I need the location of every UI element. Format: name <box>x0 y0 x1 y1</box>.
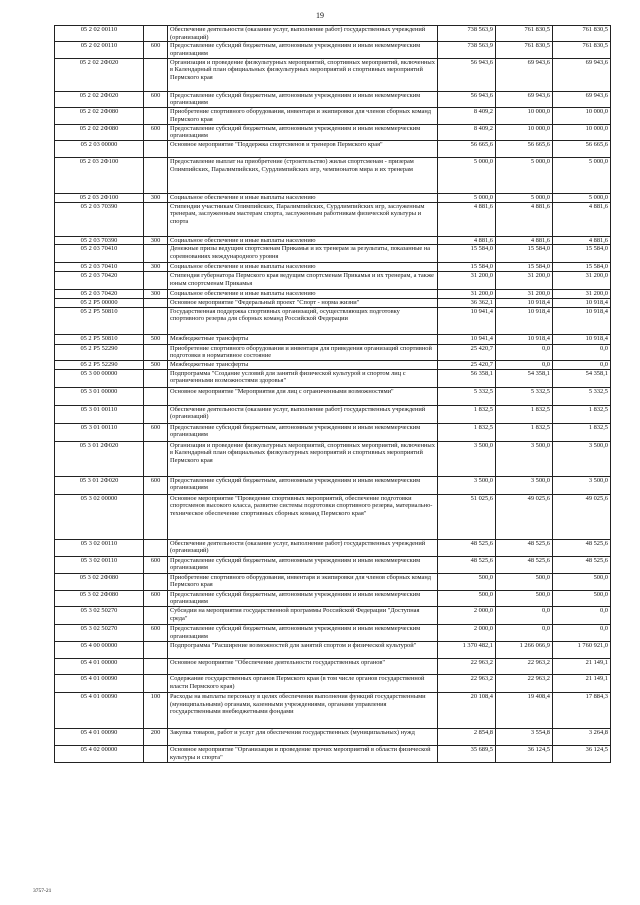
target-article-code: 05 3 01 2Ф020 <box>55 441 144 476</box>
amount-year-3: 54 358,1 <box>553 369 611 387</box>
amount-year-3: 1 832,5 <box>553 405 611 423</box>
amount-year-3: 10 918,4 <box>553 298 611 307</box>
target-article-code: 05 2 02 2Ф020 <box>55 91 144 107</box>
amount-year-1: 48 525,6 <box>438 556 496 573</box>
target-article-code: 05 4 01 00090 <box>55 729 144 746</box>
amount-year-2: 15 584,0 <box>496 263 553 272</box>
amount-year-3: 0,0 <box>553 607 611 625</box>
amount-year-3: 15 584,0 <box>553 263 611 272</box>
amount-year-3: 4 881,6 <box>553 202 611 236</box>
expense-description: Организация и проведение физкультурных мероприятий, спортивных мероприятий, включенных в Календарный план официальных физкультурных мероприятий и спортивных мероприятий Пермского края <box>168 441 438 476</box>
expense-type-code <box>144 298 168 307</box>
target-article-code: 05 3 02 00000 <box>55 494 144 539</box>
expense-description: Социальное обеспечение и иные выплаты населению <box>168 236 438 245</box>
amount-year-1: 1 832,5 <box>438 405 496 423</box>
table-row <box>55 729 611 746</box>
amount-year-1: 48 525,6 <box>438 539 496 556</box>
target-article-code: 05 3 02 00110 <box>55 556 144 573</box>
table-row <box>55 344 611 360</box>
amount-year-1: 8 409,2 <box>438 108 496 124</box>
table-row <box>55 271 611 289</box>
table-row <box>55 307 611 334</box>
target-article-code: 05 2 02 2Ф080 <box>55 108 144 124</box>
target-article-code: 05 3 02 2Ф080 <box>55 573 144 590</box>
amount-year-3: 1 832,5 <box>553 423 611 441</box>
table-row <box>55 625 611 642</box>
budget-table-body <box>55 26 611 763</box>
expense-type-code <box>144 642 168 659</box>
expense-description: Приобретение спортивного оборудования и инвентаря для приведения организаций спортивной подготовки в нормативное состояние <box>168 344 438 360</box>
amount-year-2: 22 963,2 <box>496 659 553 675</box>
amount-year-1: 25 420,7 <box>438 361 496 370</box>
target-article-code: 05 4 01 00090 <box>55 693 144 729</box>
table-row <box>55 108 611 124</box>
expense-description: Социальное обеспечение и иные выплаты населению <box>168 193 438 202</box>
table-row <box>55 476 611 494</box>
amount-year-2: 15 584,0 <box>496 245 553 263</box>
expense-type-code: 300 <box>144 289 168 298</box>
target-article-code: 05 2 Р5 52290 <box>55 361 144 370</box>
target-article-code: 05 2 02 2Ф020 <box>55 58 144 91</box>
amount-year-1: 31 200,0 <box>438 289 496 298</box>
target-article-code: 05 2 03 70420 <box>55 271 144 289</box>
expense-type-code: 100 <box>144 693 168 729</box>
amount-year-2: 1 832,5 <box>496 405 553 423</box>
amount-year-1: 2 000,0 <box>438 607 496 625</box>
table-row <box>55 361 611 370</box>
amount-year-1: 35 689,5 <box>438 746 496 763</box>
expense-description: Обеспечение деятельности (оказание услуг, выполнение работ) государственных учреждений (организаций) <box>168 405 438 423</box>
amount-year-2: 54 358,1 <box>496 369 553 387</box>
amount-year-2: 69 943,6 <box>496 58 553 91</box>
amount-year-2: 761 830,5 <box>496 42 553 58</box>
amount-year-3: 31 200,0 <box>553 289 611 298</box>
target-article-code: 05 4 02 00000 <box>55 746 144 763</box>
expense-description: Обеспечение деятельности (оказание услуг, выполнение работ) государственных учреждений (организаций) <box>168 539 438 556</box>
amount-year-1: 4 881,6 <box>438 236 496 245</box>
amount-year-3: 0,0 <box>553 361 611 370</box>
amount-year-3: 21 149,1 <box>553 659 611 675</box>
expense-type-code: 600 <box>144 590 168 606</box>
expense-description: Государственная поддержка спортивных организаций, осуществляющих подготовку спортивного резерва для сборных команд Российской Федерации <box>168 307 438 334</box>
expense-type-code: 500 <box>144 334 168 344</box>
amount-year-3: 48 525,6 <box>553 556 611 573</box>
amount-year-2: 31 200,0 <box>496 289 553 298</box>
target-article-code: 05 2 03 70410 <box>55 263 144 272</box>
amount-year-3: 5 332,5 <box>553 387 611 405</box>
amount-year-1: 15 584,0 <box>438 245 496 263</box>
table-row <box>55 202 611 236</box>
target-article-code: 05 2 03 70420 <box>55 289 144 298</box>
expense-type-code: 300 <box>144 263 168 272</box>
table-row <box>55 405 611 423</box>
table-row <box>55 387 611 405</box>
target-article-code: 05 2 02 00110 <box>55 42 144 58</box>
target-article-code: 05 2 Р5 50810 <box>55 307 144 334</box>
footer-document-code: 3757-21 <box>33 888 52 894</box>
amount-year-3: 761 830,5 <box>553 26 611 42</box>
amount-year-3: 500,0 <box>553 573 611 590</box>
table-row <box>55 423 611 441</box>
table-row <box>55 693 611 729</box>
amount-year-2: 19 408,4 <box>496 693 553 729</box>
expense-description: Межбюджетные трансферты <box>168 361 438 370</box>
table-row <box>55 124 611 140</box>
amount-year-1: 10 941,4 <box>438 334 496 344</box>
amount-year-1: 56 943,6 <box>438 58 496 91</box>
expense-type-code: 600 <box>144 423 168 441</box>
expense-type-code <box>144 746 168 763</box>
target-article-code: 05 2 03 2Ф100 <box>55 193 144 202</box>
target-article-code: 05 4 00 00000 <box>55 642 144 659</box>
amount-year-3: 10 000,0 <box>553 124 611 140</box>
amount-year-3: 1 760 921,0 <box>553 642 611 659</box>
amount-year-1: 5 000,0 <box>438 157 496 193</box>
table-row <box>55 590 611 606</box>
amount-year-3: 3 500,0 <box>553 476 611 494</box>
expense-description: Стипендии участникам Олимпийских, Паралимпийских, Сурдлимпийских игр, заслуженным тренерам, заслуженным мастерам спорта, заслуженным работникам физической культуры и спорта <box>168 202 438 236</box>
expense-type-code <box>144 245 168 263</box>
expense-description: Основное мероприятие "Организация и проведение прочих мероприятий в области физической культуры и спорта" <box>168 746 438 763</box>
expense-type-code: 600 <box>144 476 168 494</box>
amount-year-1: 25 420,7 <box>438 344 496 360</box>
expense-type-code <box>144 405 168 423</box>
amount-year-2: 56 665,6 <box>496 140 553 157</box>
expense-description: Обеспечение деятельности (оказание услуг, выполнение работ) государственных учреждений (организаций) <box>168 26 438 42</box>
table-row <box>55 91 611 107</box>
amount-year-2: 10 918,4 <box>496 334 553 344</box>
target-article-code: 05 2 03 70410 <box>55 245 144 263</box>
expense-description: Содержание государственных органов Пермского края (в том числе органов государственной власти Пермского края) <box>168 675 438 693</box>
amount-year-1: 2 000,0 <box>438 625 496 642</box>
amount-year-2: 3 500,0 <box>496 476 553 494</box>
table-row <box>55 140 611 157</box>
amount-year-2: 500,0 <box>496 590 553 606</box>
expense-type-code <box>144 157 168 193</box>
amount-year-3: 48 525,6 <box>553 539 611 556</box>
amount-year-3: 4 881,6 <box>553 236 611 245</box>
amount-year-2: 0,0 <box>496 361 553 370</box>
amount-year-3: 15 584,0 <box>553 245 611 263</box>
expense-description: Предоставление субсидий бюджетным, автономным учреждениям и иным некоммерческим организациям <box>168 42 438 58</box>
amount-year-2: 0,0 <box>496 607 553 625</box>
target-article-code: 05 2 02 00110 <box>55 26 144 42</box>
amount-year-3: 69 943,6 <box>553 58 611 91</box>
amount-year-2: 10 000,0 <box>496 124 553 140</box>
table-row <box>55 193 611 202</box>
amount-year-2: 49 025,6 <box>496 494 553 539</box>
amount-year-1: 2 854,8 <box>438 729 496 746</box>
amount-year-1: 5 332,5 <box>438 387 496 405</box>
table-row <box>55 58 611 91</box>
expense-description: Подпрограмма "Расширение возможностей для занятий спортом и физической культурой" <box>168 642 438 659</box>
expense-description: Предоставление субсидий бюджетным, автономным учреждениям и иным некоммерческим организациям <box>168 124 438 140</box>
amount-year-3: 0,0 <box>553 344 611 360</box>
amount-year-1: 500,0 <box>438 590 496 606</box>
amount-year-3: 0,0 <box>553 625 611 642</box>
budget-table <box>54 25 611 763</box>
expense-type-code: 600 <box>144 625 168 642</box>
expense-description: Предоставление субсидий бюджетным, автономным учреждениям и иным некоммерческим организациям <box>168 91 438 107</box>
target-article-code: 05 4 01 00090 <box>55 675 144 693</box>
amount-year-3: 31 200,0 <box>553 271 611 289</box>
expense-type-code <box>144 202 168 236</box>
amount-year-2: 10 918,4 <box>496 298 553 307</box>
amount-year-1: 22 963,2 <box>438 659 496 675</box>
target-article-code: 05 3 02 00110 <box>55 539 144 556</box>
amount-year-2: 48 525,6 <box>496 556 553 573</box>
amount-year-1: 22 963,2 <box>438 675 496 693</box>
expense-type-code <box>144 607 168 625</box>
amount-year-2: 36 124,5 <box>496 746 553 763</box>
target-article-code: 05 3 01 00000 <box>55 387 144 405</box>
amount-year-2: 761 830,5 <box>496 26 553 42</box>
amount-year-1: 1 370 482,1 <box>438 642 496 659</box>
table-row <box>55 441 611 476</box>
expense-description: Закупка товаров, работ и услуг для обеспечения государственных (муниципальных) нужд <box>168 729 438 746</box>
expense-description: Межбюджетные трансферты <box>168 334 438 344</box>
amount-year-2: 0,0 <box>496 625 553 642</box>
target-article-code: 05 2 03 00000 <box>55 140 144 157</box>
expense-description: Предоставление субсидий бюджетным, автономным учреждениям и иным некоммерческим организациям <box>168 423 438 441</box>
expense-type-code <box>144 659 168 675</box>
expense-description: Основное мероприятие "Федеральный проект "Спорт - норма жизни" <box>168 298 438 307</box>
expense-description: Основное мероприятие "Поддержка спортсменов и тренеров Пермского края" <box>168 140 438 157</box>
amount-year-1: 4 881,6 <box>438 202 496 236</box>
amount-year-3: 10 000,0 <box>553 108 611 124</box>
amount-year-2: 48 525,6 <box>496 539 553 556</box>
table-row <box>55 369 611 387</box>
target-article-code: 05 3 00 00000 <box>55 369 144 387</box>
amount-year-2: 10 918,4 <box>496 307 553 334</box>
target-article-code: 05 3 02 50270 <box>55 607 144 625</box>
amount-year-1: 15 584,0 <box>438 263 496 272</box>
amount-year-2: 5 332,5 <box>496 387 553 405</box>
expense-type-code <box>144 369 168 387</box>
table-row <box>55 573 611 590</box>
expense-type-code: 600 <box>144 42 168 58</box>
expense-description: Расходы на выплаты персоналу в целях обеспечения выполнения функций государственными (муниципальными) органами, казенными учреждениями, органами управления государственными внебюджетными фондами <box>168 693 438 729</box>
table-row <box>55 659 611 675</box>
expense-description: Предоставление выплат на приобретение (строительство) жилья спортсменам - призерам Олимпийских, Паралимпийских, Сурдлимпийских игр, чемпионатов мира и их тренерам <box>168 157 438 193</box>
target-article-code: 05 2 Р5 00000 <box>55 298 144 307</box>
amount-year-3: 49 025,6 <box>553 494 611 539</box>
amount-year-2: 5 000,0 <box>496 157 553 193</box>
amount-year-2: 10 000,0 <box>496 108 553 124</box>
amount-year-3: 3 264,8 <box>553 729 611 746</box>
amount-year-2: 3 554,8 <box>496 729 553 746</box>
amount-year-1: 56 943,6 <box>438 91 496 107</box>
table-row <box>55 42 611 58</box>
target-article-code: 05 2 Р5 52290 <box>55 344 144 360</box>
amount-year-1: 20 108,4 <box>438 693 496 729</box>
table-row <box>55 245 611 263</box>
amount-year-2: 1 832,5 <box>496 423 553 441</box>
amount-year-1: 36 362,1 <box>438 298 496 307</box>
amount-year-2: 5 000,0 <box>496 193 553 202</box>
expense-description: Основное мероприятие "Обеспечение деятельности государственных органов" <box>168 659 438 675</box>
expense-type-code <box>144 675 168 693</box>
amount-year-3: 500,0 <box>553 590 611 606</box>
expense-description: Социальное обеспечение и иные выплаты населению <box>168 263 438 272</box>
amount-year-3: 69 943,6 <box>553 91 611 107</box>
target-article-code: 05 3 02 50270 <box>55 625 144 642</box>
amount-year-2: 500,0 <box>496 573 553 590</box>
expense-type-code: 600 <box>144 556 168 573</box>
expense-type-code <box>144 108 168 124</box>
expense-type-code: 600 <box>144 124 168 140</box>
amount-year-2: 31 200,0 <box>496 271 553 289</box>
amount-year-1: 51 025,6 <box>438 494 496 539</box>
expense-description: Организация и проведение физкультурных мероприятий, спортивных мероприятий, включенных в Календарный план официальных физкультурных мероприятий и спортивных мероприятий Пермского края <box>168 58 438 91</box>
amount-year-3: 10 918,4 <box>553 334 611 344</box>
expense-type-code: 300 <box>144 236 168 245</box>
amount-year-2: 4 881,6 <box>496 202 553 236</box>
expense-description: Основное мероприятие "Мероприятия для лиц с ограниченными возможностями" <box>168 387 438 405</box>
expense-description: Предоставление субсидий бюджетным, автономным учреждениям и иным некоммерческим организациям <box>168 556 438 573</box>
expense-description: Стипендия губернатора Пермского края ведущим спортсменам Прикамья и их тренерам, а также юным спортсменам Прикамья <box>168 271 438 289</box>
amount-year-2: 69 943,6 <box>496 91 553 107</box>
expense-type-code <box>144 26 168 42</box>
expense-description: Приобретение спортивного оборудования, инвентаря и экипировки для членов сборных команд Пермского края <box>168 108 438 124</box>
table-row <box>55 334 611 344</box>
expense-type-code <box>144 573 168 590</box>
page-number: 19 <box>316 11 324 20</box>
amount-year-1: 56 358,1 <box>438 369 496 387</box>
amount-year-3: 56 665,6 <box>553 140 611 157</box>
amount-year-3: 17 884,3 <box>553 693 611 729</box>
expense-description: Денежные призы ведущим спортсменам Прикамья и их тренерам за результаты, показанные на соревнованиях международного уровня <box>168 245 438 263</box>
table-row <box>55 236 611 245</box>
expense-description: Основное мероприятие "Проведение спортивных мероприятий, обеспечение подготовки спортсменов высокого класса, развитие системы подготовки спортивного резерва, материально-техническое обеспечение спортивных сборных команд Пермского края" <box>168 494 438 539</box>
target-article-code: 05 2 03 2Ф100 <box>55 157 144 193</box>
table-row <box>55 746 611 763</box>
amount-year-2: 1 266 066,9 <box>496 642 553 659</box>
amount-year-1: 10 941,4 <box>438 307 496 334</box>
expense-type-code <box>144 271 168 289</box>
expense-description: Подпрограмма "Создание условий для занятий физической культурой и спортом лиц с ограниченными возможностями здоровья" <box>168 369 438 387</box>
expense-description: Субсидии на мероприятия государственной программы Российской Федерации "Доступная среда" <box>168 607 438 625</box>
expense-type-code: 600 <box>144 91 168 107</box>
expense-type-code: 500 <box>144 361 168 370</box>
expense-type-code <box>144 539 168 556</box>
expense-type-code <box>144 494 168 539</box>
amount-year-2: 3 500,0 <box>496 441 553 476</box>
target-article-code: 05 3 01 00110 <box>55 405 144 423</box>
table-row <box>55 263 611 272</box>
amount-year-1: 31 200,0 <box>438 271 496 289</box>
table-row <box>55 494 611 539</box>
expense-type-code <box>144 307 168 334</box>
target-article-code: 05 2 03 70390 <box>55 236 144 245</box>
expense-description: Предоставление субсидий бюджетным, автономным учреждениям и иным некоммерческим организациям <box>168 625 438 642</box>
target-article-code: 05 2 03 70390 <box>55 202 144 236</box>
expense-type-code <box>144 387 168 405</box>
amount-year-1: 738 563,9 <box>438 42 496 58</box>
amount-year-3: 3 500,0 <box>553 441 611 476</box>
amount-year-1: 8 409,2 <box>438 124 496 140</box>
table-row <box>55 642 611 659</box>
amount-year-1: 500,0 <box>438 573 496 590</box>
amount-year-1: 1 832,5 <box>438 423 496 441</box>
amount-year-2: 0,0 <box>496 344 553 360</box>
expense-description: Предоставление субсидий бюджетным, автономным учреждениям и иным некоммерческим организациям <box>168 590 438 606</box>
table-row <box>55 556 611 573</box>
amount-year-1: 3 500,0 <box>438 476 496 494</box>
expense-description: Предоставление субсидий бюджетным, автономным учреждениям и иным некоммерческим организациям <box>168 476 438 494</box>
expense-type-code <box>144 441 168 476</box>
target-article-code: 05 2 Р5 50810 <box>55 334 144 344</box>
expense-type-code <box>144 140 168 157</box>
expense-description: Социальное обеспечение и иные выплаты населению <box>168 289 438 298</box>
target-article-code: 05 3 02 2Ф080 <box>55 590 144 606</box>
amount-year-1: 5 000,0 <box>438 193 496 202</box>
amount-year-3: 21 149,1 <box>553 675 611 693</box>
target-article-code: 05 4 01 00000 <box>55 659 144 675</box>
target-article-code: 05 2 02 2Ф080 <box>55 124 144 140</box>
amount-year-3: 10 918,4 <box>553 307 611 334</box>
expense-type-code: 200 <box>144 729 168 746</box>
amount-year-3: 36 124,5 <box>553 746 611 763</box>
amount-year-1: 738 563,9 <box>438 26 496 42</box>
target-article-code: 05 3 01 2Ф020 <box>55 476 144 494</box>
table-row <box>55 675 611 693</box>
table-row <box>55 607 611 625</box>
expense-type-code <box>144 344 168 360</box>
amount-year-3: 761 830,5 <box>553 42 611 58</box>
expense-description: Приобретение спортивного оборудования, инвентаря и экипировки для членов сборных команд Пермского края <box>168 573 438 590</box>
table-row <box>55 26 611 42</box>
amount-year-2: 22 963,2 <box>496 675 553 693</box>
expense-type-code: 300 <box>144 193 168 202</box>
table-row <box>55 289 611 298</box>
expense-type-code <box>144 58 168 91</box>
amount-year-1: 3 500,0 <box>438 441 496 476</box>
amount-year-1: 56 665,6 <box>438 140 496 157</box>
amount-year-3: 5 000,0 <box>553 157 611 193</box>
table-row <box>55 298 611 307</box>
table-row <box>55 539 611 556</box>
table-row <box>55 157 611 193</box>
amount-year-2: 4 881,6 <box>496 236 553 245</box>
target-article-code: 05 3 01 00110 <box>55 423 144 441</box>
amount-year-3: 5 000,0 <box>553 193 611 202</box>
